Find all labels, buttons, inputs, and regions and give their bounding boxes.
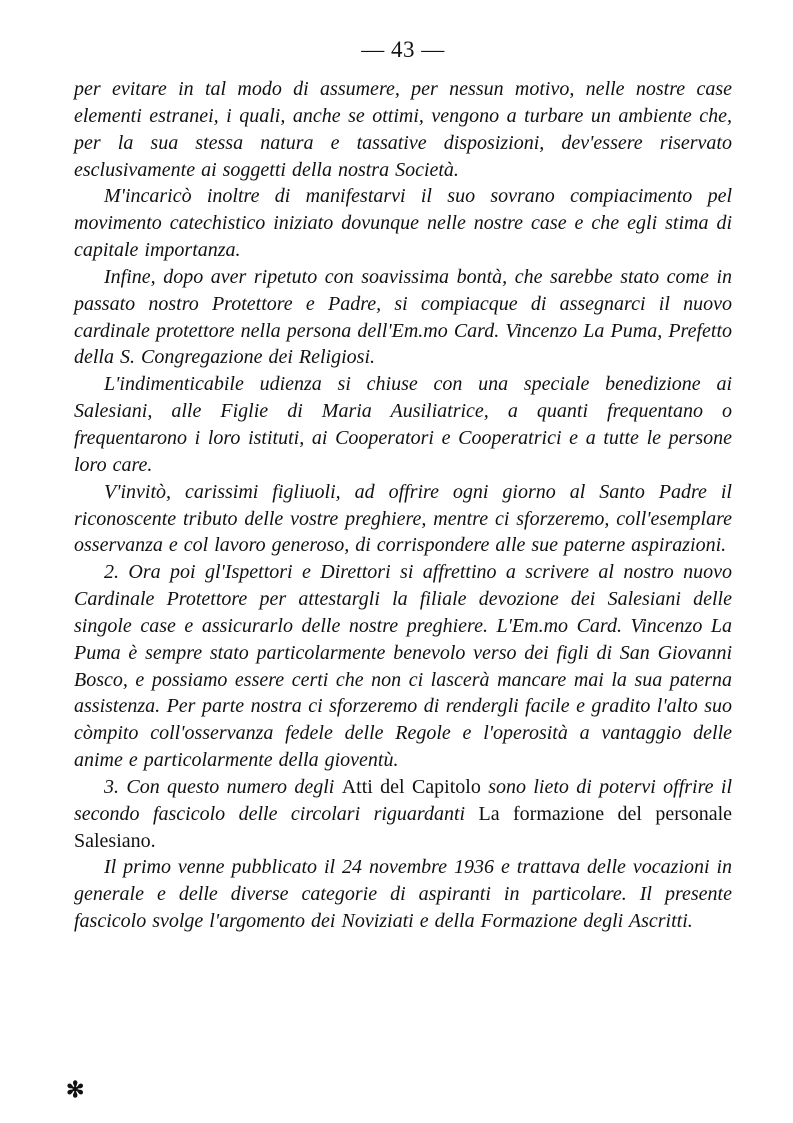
paragraph-3: Infine, dopo aver ripetuto con soavissima bontà, che sarebbe stato come in passato nostro Protettore e Padre, si compiacque di assegnarci il nuovo cardinale protettore nella persona dell'Em.mo Card. Vincenzo La Puma, Prefetto della S. Congregazione dei Religiosi. <box>74 265 732 369</box>
paragraph-1: per evitare in tal modo di assumere, per nessun motivo, nelle nostre case elementi estranei, i quali, anche se ottimi, vengono a turbare un ambiente che, per la sua stessa natura e tassative disposizioni, dev'essere riservato esclusivamente ai soggetti della nostra Società. <box>74 78 732 181</box>
paragraph-7-part-2: sono lieto di potervi offrire il secondo fascicolo delle circolari riguardanti <box>74 775 732 825</box>
paragraph-7-roman-title-2: La formazione del personale Salesiano. <box>74 802 732 852</box>
footer-asterisk-mark: ✻ <box>66 1077 85 1102</box>
body-text <box>74 76 732 935</box>
page-number: — 43 — <box>361 37 445 62</box>
paragraph-6: 2. Ora poi gl'Ispettori e Direttori si affrettino a scrivere al nostro nuovo Cardinale Protettore per attestargli la filiale devozione dei Salesiani delle singole case e assicurarlo delle nostre preghiere. L'Em.mo Card. Vincenzo La Puma è sempre stato particolarmente benevolo verso dei figli di San Giovanni Bosco, e possiamo essere certi che non ci lascerà mancare mai la sua paterna assistenza. Per parte nostra ci sforzeremo di rendergli facile e gradito l'alto suo còmpito coll'osservanza fedele delle Regole e l'operosità a vantaggio delle anime e particolarmente della gioventù. <box>74 561 732 772</box>
paragraph-8: Il primo venne pubblicato il 24 novembre 1936 e trattava delle vocazioni in generale e delle diverse categorie di aspiranti in particolare. Il presente fascicolo svolge l'argomento dei Noviziati e della Formazione degli Ascritti. <box>74 856 732 933</box>
paragraph-2: M'incaricò inoltre di manifestarvi il suo sovrano compiacimento pel movimento catechistico iniziato dovunque nelle nostre case e che egli stima di capitale importanza. <box>74 185 732 262</box>
paragraph-7-part-1: 3. Con questo numero degli <box>104 775 335 798</box>
paragraph-5: V'invitò, carissimi figliuoli, ad offrire ogni giorno al Santo Padre il riconoscente tributo delle vostre preghiere, mentre ci sforzeremo, coll'esemplare osservanza e col lavoro generoso, di corrispondere alle sue paterne aspirazioni. <box>74 480 732 557</box>
document-page <box>66 30 732 1110</box>
paragraph-4: L'indimenticabile udienza si chiuse con una speciale benedizione ai Salesiani, alle Figlie di Maria Ausiliatrice, a quanti frequentano o frequentarono i loro istituti, ai Cooperatori e Cooperatrici e a tutte le persone loro care. <box>74 373 732 476</box>
paragraph-7 <box>74 774 732 855</box>
paragraph-7-roman-title-1: Atti del Capitolo <box>341 775 481 798</box>
